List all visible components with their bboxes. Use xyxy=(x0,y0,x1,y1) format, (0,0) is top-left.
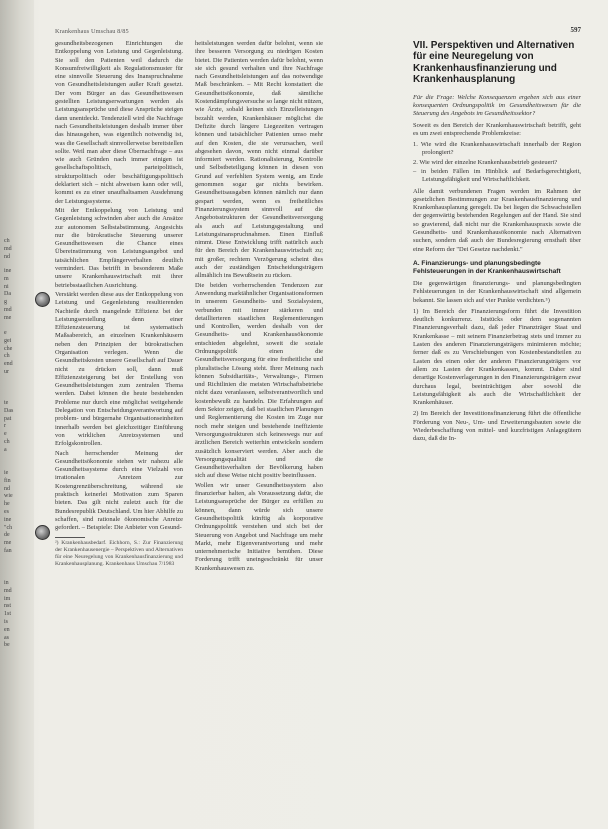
body-paragraph: Die gegenwärtigen finanzierungs- und planungsbedingten Fehlsteuerungen in der Krankenhauswirtschaft sind allgemein bekannt. Sie lassen sich auf vier Punkte verdichten.⁵) xyxy=(413,279,581,304)
intro-question: Für die Frage: Welche Konsequenzen ergeben sich aus einer konsequenten Ordnungspolitik im Gesundheitswesen für die Steuerung des Angebots im Gesundheitssektor? xyxy=(413,93,581,118)
question-list xyxy=(413,141,581,184)
column-right xyxy=(413,40,581,447)
body-paragraph: Die beiden vorherrschenden Tendenzen zur Anwendung marktähnlicher Organisationsformen in unserem Gesundheits- und Sozialsystem, verbunden mit immer stärkeren und detaillierteren staatlichen Reglementierungen und Kontrollen, werden deshalb von der Gesundheits- und Krankenhausökonomie entschieden abgelehnt, soweit die soziale Ordnungspolitik einen die Gesundheitsversorgung für eine freiheitliche und pluralistische Lösung steht. Ihrer Meinung nach können Subsidiaritäts-, Verwaltungs-, Firmen und Richtlinien die meisten Wirtschaftsbetriebe nicht dazu veranlassen, selbstverantwortlich und kostenbewußt zu handeln. Die Erfahrungen auf dem Sektor zeigen, daß bei staatlichen Planungen und Reglementierung die Kosten im Zuge nur noch mehr steigen und bestehende ineffiziente Versorgungsstrukturen sich keineswegs nur auf ärztlichen Bereich weiterhin entwickeln sondern zusätzlich konserviert werden. Aber auch die Versorgungsqualität und die Gesundheitsverhalten der Bevölkerung haben sich auf diese Weise nicht positiv beeinflussen. xyxy=(195,281,323,480)
body-paragraph: Mit der Entkoppelung von Leistung und Gegenleistung schwinden aber auch die Ansätze zur autonomen Selbstabstimmung. Angesichts nur die bürokratische Steuerung unserer Gesundheitswesen die Chance eines Übereinstimmung von Leistungsangebot und tatsächlichen Empfängerverhalten deutlich vermindert. Das betrifft in besonderem Maße unsere Krankenhauswirtschaft mit ihrer betriebsstaatlichen Ausrichtung. xyxy=(55,206,183,289)
adjacent-page-gutter xyxy=(0,0,34,829)
numbered-point: 2) Im Bereich der Investitionsfinanzierung führt die öffentliche Förderung von Neu-, Um- und Erweiterungsbauten sowie die Wiederbeschaffung von mittel- und kurzfristigen Anlagegütern dazu, daß die In- xyxy=(413,410,581,443)
list-item: 2. Wie wird der einzelne Krankenhausbetrieb gesteuert? xyxy=(413,158,558,166)
gutter-text-fragment: e gei che ch end ur xyxy=(4,330,13,375)
running-head: Krankenhaus Umschau 8/85 xyxy=(55,28,129,35)
body-paragraph: Verstärkt werden diese aus der Entkoppelung von Leistung und Gegenleistung resultierenden Nachteile durch mangelnde Effizienz bei der Leistungserstellung denn einer Effizienzsteuerung ist systematisch Maßsabereich, an einzelnen Krankenhäusern neben den Prinzipien der bürokratischen Organisation verlegen. Wenn die Gesundheitskosten unsere Gesellschaft auf Dauer nicht zu drücken soll, dann muß Effizienzsteigerung bei der Erstellung von Gesundheitsleistungen zum zentralen Thema werden. Dabei können die heute bestehenden Probleme nur durch eine möglichst weitgehende Delegation von Entscheidungsverantwortung auf problem- und bürgernahe Organisationseinheiten innerhalb werden bei gleichzeitiger Einführung von wirklichen Anreizsystemen und Erfolgskontrollen. xyxy=(55,290,183,448)
section-title: VII. Perspektiven und Alternativen für eine Neuregelung von Krankenhausfinanzierung und Krankenhausplanung xyxy=(413,40,575,86)
binder-hole-icon xyxy=(35,292,50,307)
body-paragraph: Alle damit verbundenen Fragen werden im Rahmen der gesetzlichen Bestimmungen zur Krankenhausfinanzierung und Krankenhausplanung geregelt. Da bei liegen die Schwachstellen der gegenwärtig bestehenden Regelungen auf der Hand. Sie sind so gravierend, daß nicht nur die Krankenhauspraxis sowie die Gesundheits- und Krankenhausökonomie nach Alternativen suchen, sondern daß auch der Bundesregierung ernsthaft über eine Reform der "Dei Gesetze nachdenkt." xyxy=(413,187,581,253)
body-paragraph: Wollen wir unser Gesundheitssystem also finanzierbar halten, als Voraussetzung dafür, die Leistungsansprüche der Bürger zu erfüllen zu können, dann würde sich unsere Gesundheitspolitik künftig als korporative Ordnungspolitik verstehen und sich bei der Steuerung von Angebot und Nachfrage um mehr Markt, mehr Eigenverantwortung und mehr unternehmerische Initiative bemühen. Diese Forderung trifft uneingeschränkt für unser Krankenhauswesen zu. xyxy=(195,481,323,572)
gutter-text-fragment: ch md nd xyxy=(4,238,12,260)
body-paragraph: Nach herrschender Meinung der Gesundheitsökonomie stehen wir nahezu alle Gesundheitssysteme durch eine Vielzahl von irrationalen Anreizen zur Kostengrenzüberschreitung, während sie praktisch keinerlei Motivation zum Sparen bieten. Das gilt nicht zuletzt auch für die Bundesrepublik Deutschland. Um hier Abhilfe zu schaffen, sind rationale ökonomische Anreize gefordert. – Beispiele: Die Anbieter von Gesund- xyxy=(55,449,183,532)
subsection-title: A. Finanzierungs- und planungsbedingte Fehlsteuerungen in der Krankenhauswirtschaft xyxy=(413,259,561,275)
gutter-text-fragment: ine m ni Da g md me xyxy=(4,268,12,321)
footnote-divider xyxy=(55,537,85,538)
lead-paragraph: Soweit es den Bereich der Krankenhauswirtschaft betrifft, geht es um zwei entsprechende Problemkreise: xyxy=(413,121,581,137)
body-paragraph: gesundheitsbezogenen Einrichtungen die Entkoppelung von Leistung und Gegenleistung. Sie soll den Patienten weil dadurch die Konsumfreiwilligkeit als Regulationsmuster für eine sinnvolle Steuerung des Inanspruchnahme von Gesundheitsleistungen außer Kraft gesetzt. Der vom Bürger an das Gesundheitswesen gestellten Leistungserwartungen werden als Leistungsansprüche und diese Ansprüche steigen dann unentdeckt. Tendenziell wird die Nachfrage nach Gesundheitsleistungen deshalb immer über das hinausgehen, was eigentlich notwendig ist, was die Gesellschaft sinnvollerweise bereitstellen sollte. Weil man aber diese Übernachfrage – aus wie auch Gründen nach immer einigen ist gesellschaftspolitisch, parteipolitisch, strukturpolitisch oder beschäftigungspolitisch deklariert sich – nicht abweisen kann oder will, kommt es zu einer unaufhaltsamen Ausdehnung der Leistungssysteme. xyxy=(55,40,183,205)
footnote: ²) Krankenhausbedarf. Eichhorn, S.: Zur Finanzierung der Krankenhausenergie – Perspektiven und Alternativen für eine Neuregelung von Krankenhausfinanzierung und Krankenhausplanung. Krankenhaus Umschau 7/1983 xyxy=(55,539,183,567)
numbered-point: 1) Im Bereich der Finanzierungsform führt die Investition deutlich konkurrenz. Iststücks oder dem sogenannten Finanzierungsverhalt dazu, daß jeder Finanzträger Staat und Krankenkasse – mit seinem Finanzierbetrag stets und immer zu Lasten des anderen Finanzierungsträgers minimieren möchte; ferner daß es zu Verschiebungen von Kostenbestandteilen zu Lasten des einen oder der anderen Finanzierungsträgers vor allem zu Lasten der Krankenkassen, kommt. Daher sind derartige Kostenverlagerungen in den Finanzierungsträgern zwar durchaus legal, beeinträchtigen aber sowohl die Leistungsfähigkeit als auch die Wirtschaftlichkeit der Krankenhäuser. xyxy=(413,307,581,407)
gutter-text-fragment: in md im nst 1st is en as be xyxy=(4,580,12,649)
page-number: 597 xyxy=(570,26,581,34)
gutter-text-fragment: te Das pat r e ch a xyxy=(4,400,14,453)
binder-hole-icon xyxy=(35,525,50,540)
list-item: – in beiden Fällen im Hinblick auf Bedarfsgerechtigkeit, Leistungsfähigkeit und Wirtschaftlichkeit. xyxy=(413,168,581,184)
body-paragraph: heitsleistungen werden dafür belohnt, wenn sie ihre besseren Versorgung zu niedrigen Kosten bietet. Die Patienten werden dafür belohnt, wenn sie sich gesund verhalten und ihre Nachfrage nach Gesundheitsleistungen auf das notwendige Maß beschränken. – Mit Recht konstatiert die Gesundheitsökonomie, daß sämtliche Kostendämpfungsversuche so lange nicht nützen, wie Ärzte, sobald keinen sich Einzelleistungen bezahlt werden, Krankenhäuser möglichst die Defizite durch längere Liegezeiten vertragen können und tatsächlicher Patienten umso mehr auf den Kosten, die sie verursachen, weil abgesehen davon, wenn nicht einmal darüber informiert werden. Rationalisierung, Kontrolle und Selbstbeteiligung können in diesen von Grund auf verfehlten System wenig, am Ende genommen sogar gar nichts bewirken. Gesundheitsausgaben können nämlich nur dann gespart werden, wenn es freiheitliches Finanzierungssystem sinnvoll auf die Angebotsstrukturen der Gesundheitsversorgung als auch auf Leistungsgestaltung und Leistungsinanspruchnahmen. Einen Einfluß nimmt. Diese Entwicklung trifft natürlich auch für den Bereich der Krankenhauswirtschaft zu; mit großer, rechtem Verzögerung scheint dies auch der zuständigen Entscheidungsträgern allmählich ins Bewußtsein zu rücken. xyxy=(195,40,323,280)
column-middle xyxy=(195,40,323,574)
column-left xyxy=(55,40,183,568)
list-item: 1. Wie wird die Krankenhauswirtschaft innerhalb der Region prolongiert? xyxy=(413,141,581,157)
gutter-text-fragment: ie fin nd wie he es ine "ch de me fan xyxy=(4,470,13,554)
